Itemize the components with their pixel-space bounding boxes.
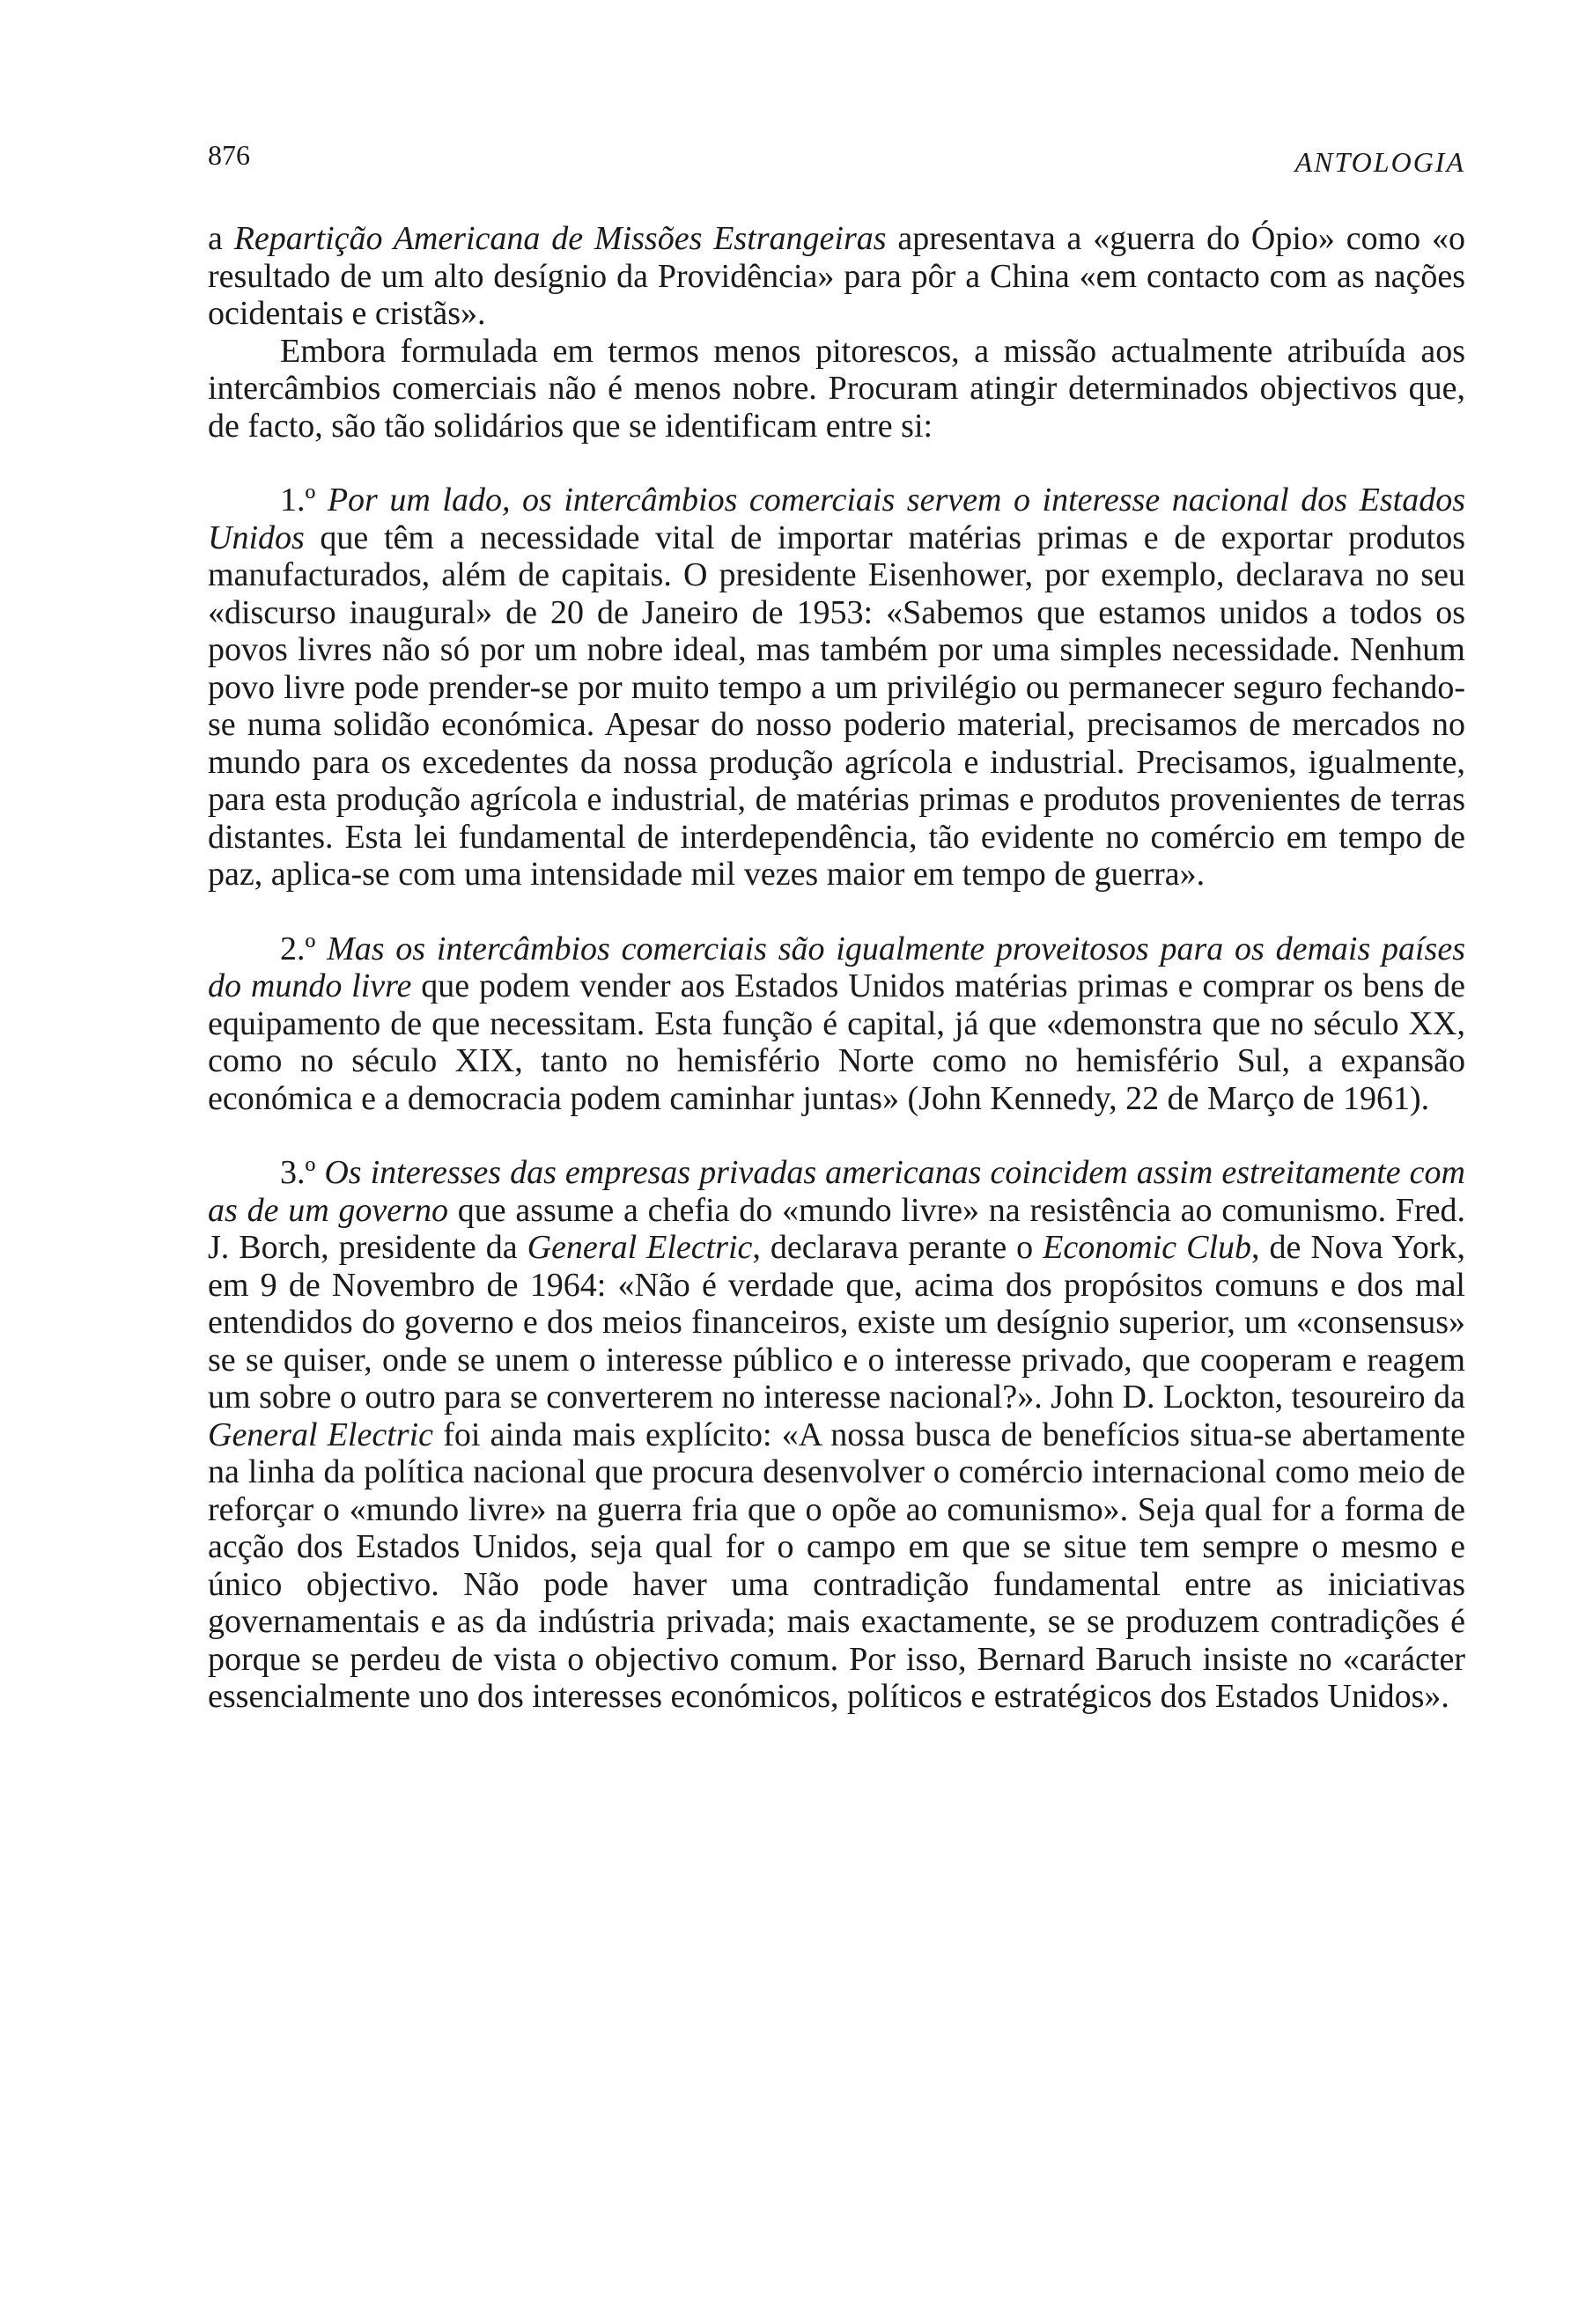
- list-item-1-text: que têm a necessidade vital de importar matérias primas e de exportar produtos manufacturados, além de capitais. O presidente Eisenhower, por exemplo, declarava no seu «discurso inaugural» de 20 de Janeiro de 1953: «Sabemos que estamos unidos a todos os povos livres não só por um nobre ideal, mas também por uma simples necessidade. Nenhum povo livre pode prender-se por muito tempo a um privilégio ou permanecer seguro fechando-se numa solidão económica. Apesar do nosso poderio material, precisamos de mercados no mundo para os excedentes da nossa produção agrícola e industrial. Precisamos, igualmente, para esta produção agrícola e industrial, de matérias primas e produtos provenientes de terras distantes. Esta lei fundamental de interdependência, tão evidente no comércio em tempo de paz, aplica-se com uma intensidade mil vezes maior em tempo de guerra».: [208, 518, 1465, 893]
- list-item-3-italic: Os interesses das empresas privadas americanas coincidem assim estreitamente com as de um governo: [208, 1154, 1465, 1229]
- list-item-3-text-c: , de Nova York, em 9 de Novembro de 1964: «Não é verdade que, acima dos propósitos comuns e dos mal entendidos do governo e dos meios financeiros, existe um desígnio superior, um «consensus» se se quiser, onde se unem o interesse público e o interesse privado, que cooperam e reagem um sobre o outro para se converterem no interesse nacional?». John D. Lockton, tesoureiro da: [208, 1229, 1465, 1416]
- list-item-2: [208, 930, 1465, 1118]
- list-item-2-text: que podem vender aos Estados Unidos matérias primas e comprar os bens de equipamento de que necessitam. Esta função é capital, já que «demonstra que no século XX, como no século XIX, tanto no hemisfério Norte como no hemisfério Sul, a expansão económica e a democracia podem caminhar juntas» (John Kennedy, 22 de Março de 1961).: [208, 967, 1465, 1117]
- paragraph-intro-italic: Repartição Americana de Missões Estrangeiras: [233, 220, 887, 257]
- body-text: [208, 220, 1465, 1716]
- list-item-2-number: 2.º: [280, 930, 328, 967]
- running-title: ANTOLOGIA: [1294, 146, 1465, 178]
- list-item-2-italic: Mas os intercâmbios comerciais são igualmente proveitosos para os demais países do mundo livre: [208, 930, 1465, 1004]
- list-item-3-general-electric-1: General Electric: [527, 1229, 753, 1266]
- list-item-1-italic: Por um lado, os intercâmbios comerciais servem o interesse nacional dos Estados Unidos: [208, 482, 1465, 556]
- paragraph-objectives: Embora formulada em termos menos pitorescos, a missão actualmente atribuída aos intercâmbios comerciais não é menos nobre. Procuram atingir determinados objectivos que, de facto, são tão solidários que se identificam entre si:: [208, 332, 1465, 445]
- list-item-3-number: 3.º: [280, 1154, 325, 1191]
- paragraph-intro: [208, 220, 1465, 333]
- list-item-3-text-a: que assume a chefia do «mundo livre» na resistência ao comunismo. Fred. J. Borch, presidente da: [208, 1191, 1466, 1266]
- list-item-3-text-b: , declarava perante o: [752, 1229, 1043, 1266]
- list-item-3: [208, 1154, 1465, 1716]
- list-item-1-number: 1.º: [280, 482, 328, 518]
- list-item-3-general-electric-2: General Electric: [208, 1416, 433, 1453]
- list-item-3-text-d: foi ainda mais explícito: «A nossa busca de benefícios situa-se abertamente na linha da política nacional que procura desenvolver o comércio internacional como meio de reforçar o «mundo livre» na guerra fria que o opõe ao comunismo». Seja qual for a forma de acção dos Estados Unidos, seja qual for o campo em que se situe tem sempre o mesmo e único objectivo. Não pode haver uma contradição fundamental entre as iniciativas governamentais e as da indústria privada; mais exactamente, se se produzem contradições é porque se perdeu de vista o objectivo comum. Por isso, Bernard Baruch insiste no «carácter essencialmente uno dos interesses económicos, políticos e estratégicos dos Estados Unidos».: [208, 1416, 1466, 1715]
- paragraph-intro-rest: apresentava a «guerra do Ópio» como «o resultado de um alto desígnio da Providência» para pôr a China «em contacto com as nações ocidentais e cristãs».: [208, 220, 1465, 332]
- page-number: 876: [208, 139, 250, 171]
- list-item-1: [208, 482, 1465, 894]
- list-item-3-economic-club: Economic Club: [1043, 1229, 1251, 1266]
- paragraph-intro-lead: a: [208, 220, 234, 257]
- page-header: [208, 137, 1465, 187]
